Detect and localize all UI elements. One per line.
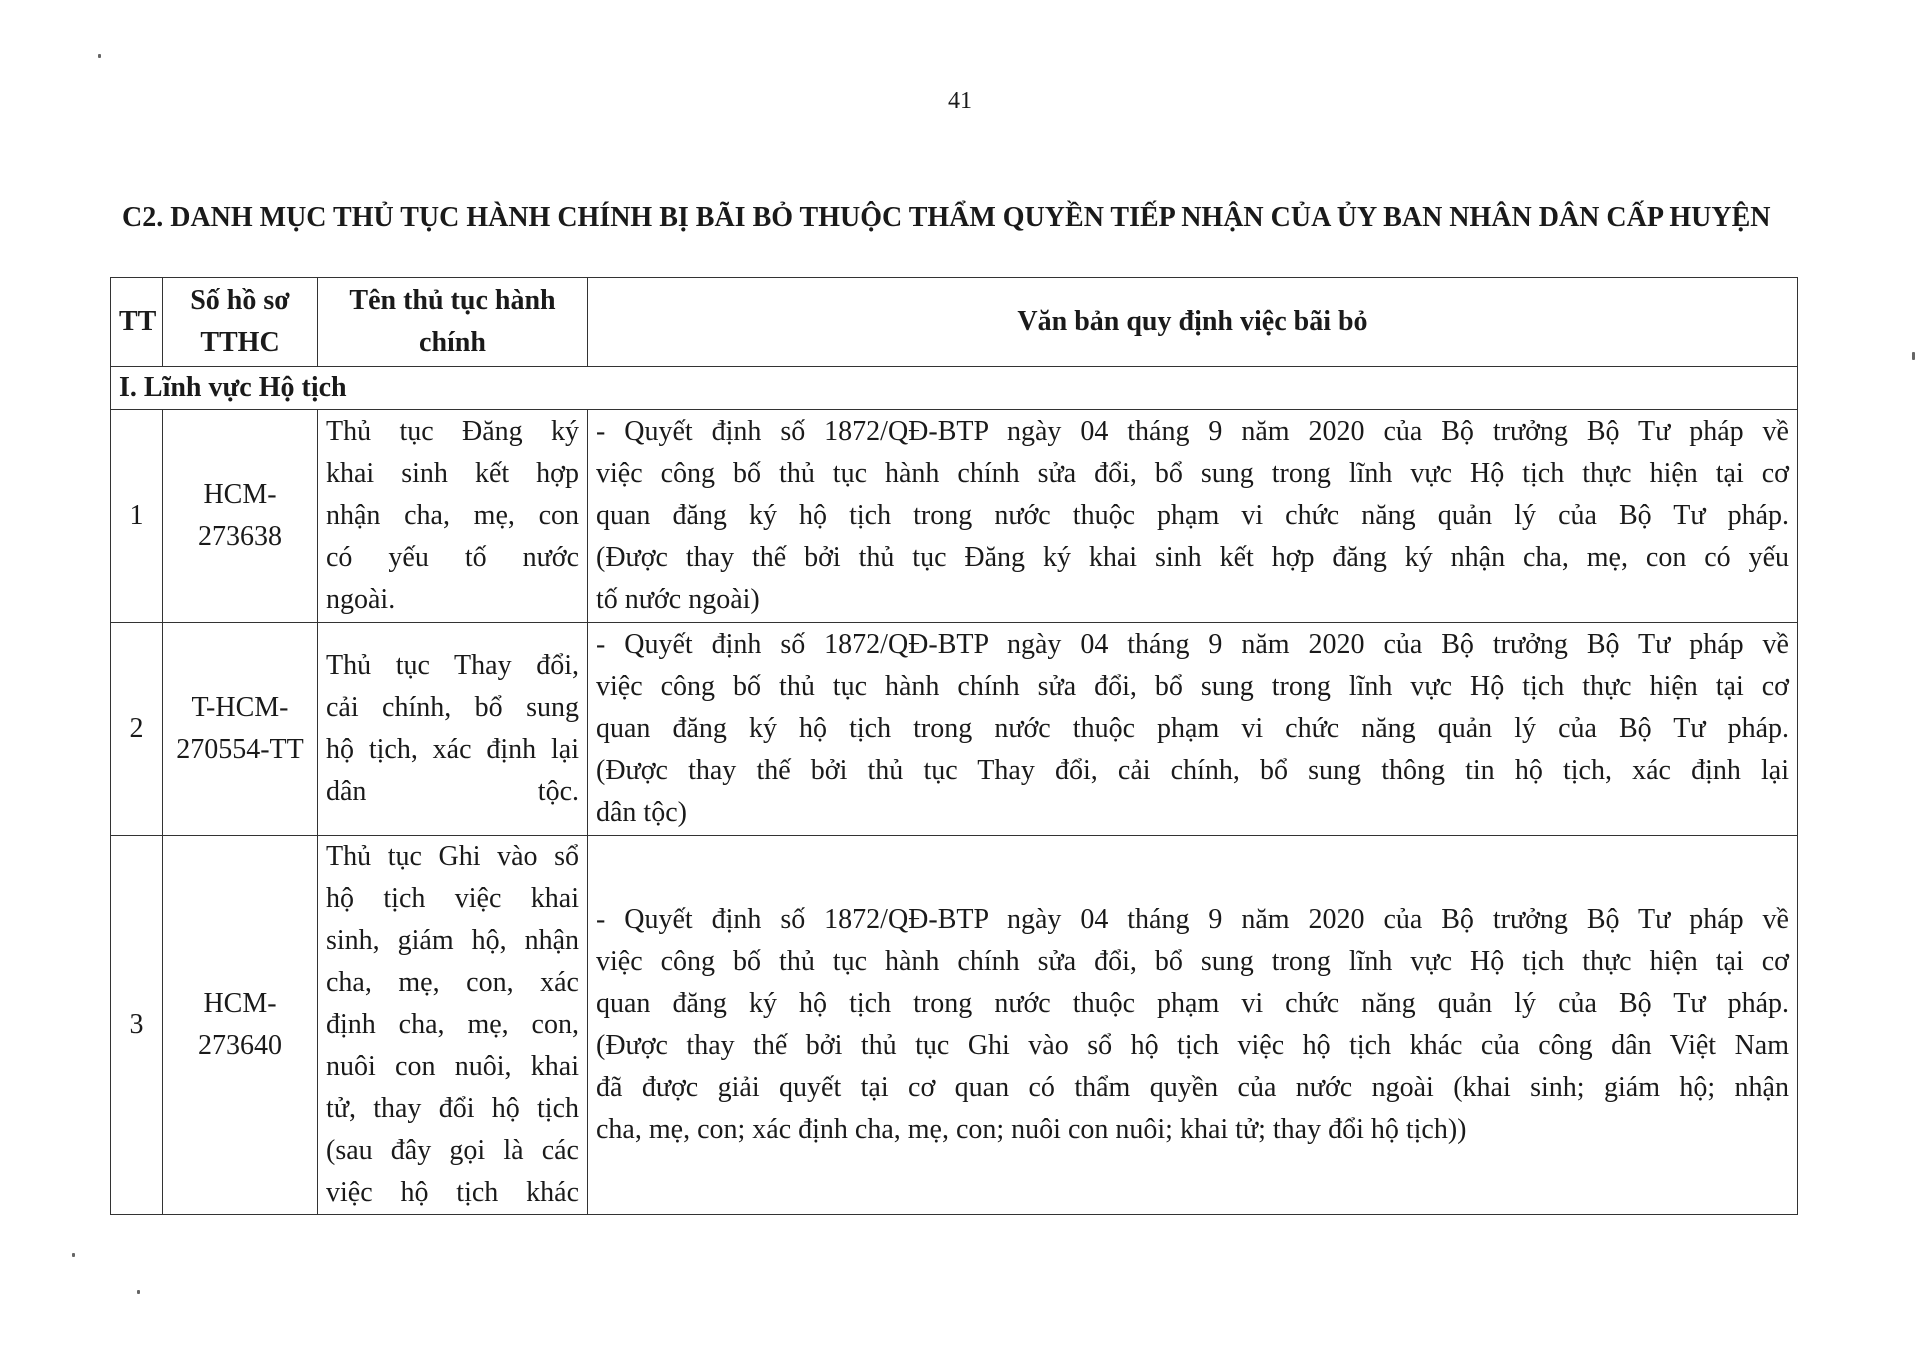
- row-procedure-name: [318, 836, 588, 1215]
- row-repeal-document-line: việc công bố thủ tục hành chính sửa đổi, bổ sung trong lĩnh vực Hộ tịch thực hiện tại cơ: [596, 458, 1789, 489]
- row-procedure-name-line: nuôi con nuôi, khai: [326, 1051, 579, 1082]
- row-procedure-name-line: khai sinh kết hợp: [326, 458, 579, 489]
- header-doc: Văn bản quy định việc bãi bỏ: [588, 278, 1798, 367]
- row-procedure-name-line: sinh, giám hộ, nhận: [326, 925, 579, 956]
- row-repeal-document: [588, 623, 1798, 836]
- row-repeal-document-line: tố nước ngoài): [596, 584, 760, 615]
- row-repeal-document-line: quan đăng ký hộ tịch trong nước thuộc phạm vi chức năng quản lý của Bộ Tư pháp.: [596, 500, 1789, 531]
- row-procedure-name-line: dân tộc.: [326, 776, 579, 807]
- row-code-line: HCM-: [203, 479, 277, 510]
- row-procedure-name-line: cha, mẹ, con, xác: [326, 967, 579, 998]
- procedures-table: [110, 277, 1798, 1215]
- row-procedure-name-line: định cha, mẹ, con,: [326, 1009, 579, 1040]
- row-repeal-document-line: (Được thay thế bởi thủ tục Thay đổi, cải chính, bổ sung thông tin hộ tịch, xác định lại: [596, 755, 1789, 786]
- row-procedure-name-line: (sau đây gọi là các: [326, 1135, 579, 1166]
- row-procedure-name: [318, 410, 588, 623]
- row-code: [163, 623, 318, 836]
- row-tt: 3: [111, 836, 163, 1215]
- header-code-line2: TTHC: [200, 327, 280, 358]
- table-header-row: [111, 278, 1798, 367]
- row-repeal-document-line: - Quyết định số 1872/QĐ-BTP ngày 04 tháng 9 năm 2020 của Bộ trưởng Bộ Tư pháp về: [596, 904, 1789, 935]
- row-repeal-document-line: quan đăng ký hộ tịch trong nước thuộc phạm vi chức năng quản lý của Bộ Tư pháp.: [596, 988, 1789, 1019]
- section-title: C2. DANH MỤC THỦ TỤC HÀNH CHÍNH BỊ BÃI BỎ THUỘC THẨM QUYỀN TIẾP NHẬN CỦA ỦY BAN NHÂN DÂN CẤP HUYỆN: [122, 202, 1771, 233]
- table-row: [111, 623, 1798, 836]
- row-repeal-document-line: (Được thay thế bởi thủ tục Ghi vào sổ hộ tịch việc hộ tịch khác của công dân Việt Nam: [596, 1030, 1789, 1061]
- row-repeal-document-line: đã được giải quyết tại cơ quan có thẩm quyền của nước ngoài (khai sinh; giám hộ; nhận: [596, 1072, 1789, 1103]
- row-repeal-document: [588, 836, 1798, 1215]
- header-name: [318, 278, 588, 367]
- row-procedure-name-line: Thủ tục Thay đổi,: [326, 650, 579, 681]
- group-label: I. Lĩnh vực Hộ tịch: [111, 367, 1798, 410]
- row-repeal-document-line: việc công bố thủ tục hành chính sửa đổi, bổ sung trong lĩnh vực Hộ tịch thực hiện tại cơ: [596, 671, 1789, 702]
- row-repeal-document: [588, 410, 1798, 623]
- header-name-line2: chính: [419, 327, 486, 358]
- page-number: 41: [948, 88, 972, 114]
- table-row: [111, 836, 1798, 1215]
- row-repeal-document-line: cha, mẹ, con; xác định cha, mẹ, con; nuôi con nuôi; khai tử; thay đổi hộ tịch)): [596, 1114, 1467, 1145]
- row-code-line: HCM-: [203, 988, 277, 1019]
- header-tt: TT: [111, 278, 163, 367]
- row-repeal-document-line: việc công bố thủ tục hành chính sửa đổi, bổ sung trong lĩnh vực Hộ tịch thực hiện tại cơ: [596, 946, 1789, 977]
- row-procedure-name-line: việc hộ tịch khác: [326, 1177, 579, 1208]
- header-code: [163, 278, 318, 367]
- row-repeal-document-line: (Được thay thế bởi thủ tục Đăng ký khai sinh kết hợp đăng ký nhận cha, mẹ, con có yếu: [596, 542, 1789, 573]
- group-row: [111, 367, 1798, 410]
- row-procedure-name-line: có yếu tố nước: [326, 542, 579, 573]
- row-tt: 1: [111, 410, 163, 623]
- row-procedure-name-line: Thủ tục Ghi vào sổ: [326, 841, 579, 872]
- row-procedure-name: [318, 623, 588, 836]
- row-procedure-name-line: nhận cha, mẹ, con: [326, 500, 579, 531]
- scan-speck: [98, 54, 101, 58]
- table-body: [111, 410, 1798, 1215]
- row-procedure-name-line: Thủ tục Đăng ký: [326, 416, 579, 447]
- row-procedure-name-line: hộ tịch việc khai: [326, 883, 579, 914]
- row-procedure-name-line: hộ tịch, xác định lại: [326, 734, 579, 765]
- header-code-line1: Số hồ sơ: [190, 285, 290, 316]
- row-code: [163, 410, 318, 623]
- row-code-line: 270554-TT: [176, 734, 304, 765]
- row-repeal-document-line: quan đăng ký hộ tịch trong nước thuộc phạm vi chức năng quản lý của Bộ Tư pháp.: [596, 713, 1789, 744]
- scan-speck: [137, 1290, 140, 1294]
- row-code-line: 273640: [198, 1030, 282, 1061]
- row-code: [163, 836, 318, 1215]
- row-repeal-document-line: - Quyết định số 1872/QĐ-BTP ngày 04 tháng 9 năm 2020 của Bộ trưởng Bộ Tư pháp về: [596, 629, 1789, 660]
- row-code-line: T-HCM-: [191, 692, 289, 723]
- row-procedure-name-line: ngoài.: [326, 584, 396, 615]
- table-row: [111, 410, 1798, 623]
- scan-speck: [1912, 352, 1915, 360]
- header-name-line1: Tên thủ tục hành: [349, 285, 556, 316]
- row-code-line: 273638: [198, 521, 282, 552]
- row-procedure-name-line: cải chính, bổ sung: [326, 692, 579, 723]
- row-repeal-document-line: - Quyết định số 1872/QĐ-BTP ngày 04 tháng 9 năm 2020 của Bộ trưởng Bộ Tư pháp về: [596, 416, 1789, 447]
- scan-speck: [72, 1253, 75, 1257]
- row-repeal-document-line: dân tộc): [596, 797, 687, 828]
- row-procedure-name-line: tử, thay đổi hộ tịch: [326, 1093, 579, 1124]
- row-tt: 2: [111, 623, 163, 836]
